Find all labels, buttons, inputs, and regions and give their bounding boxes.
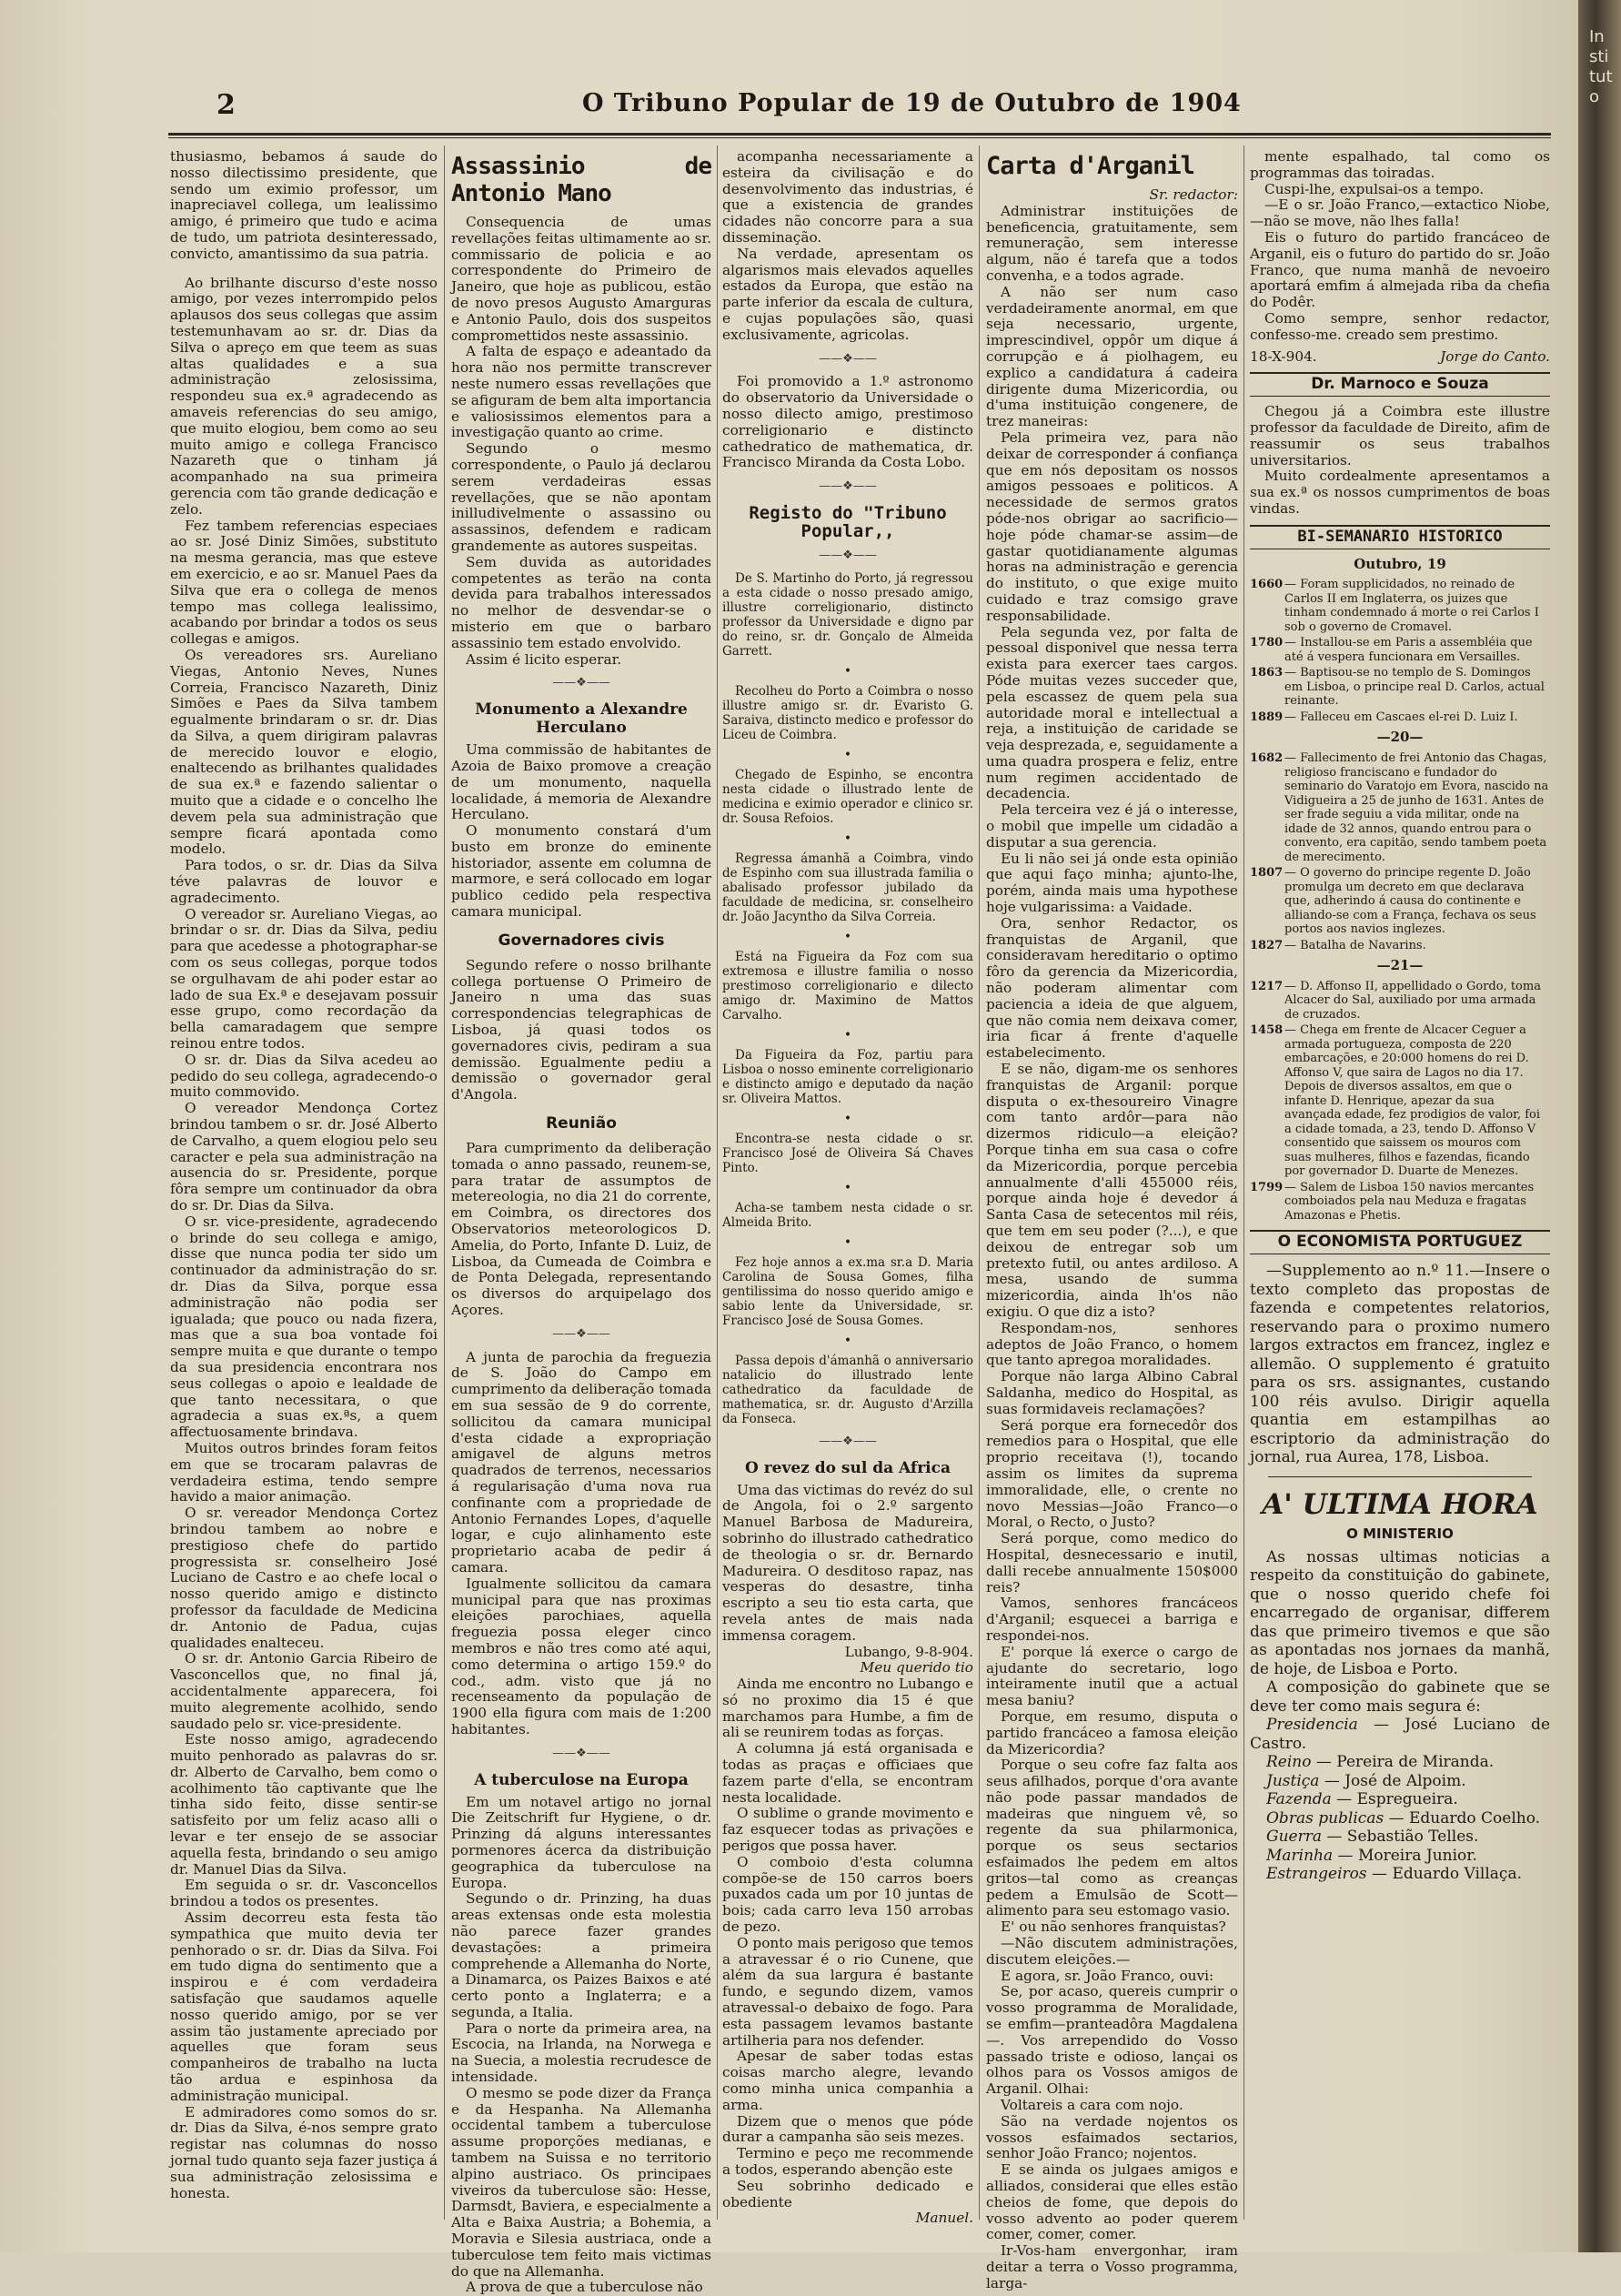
history-text: — Installou-se em Paris a assembléia que até á vespera funcionara em Versailles.: [1284, 636, 1533, 664]
minister-post: Fazenda: [1266, 1790, 1332, 1809]
minister-name: Moreira Junior.: [1357, 1846, 1477, 1865]
history-year: 1660: [1250, 578, 1284, 592]
paragraph: Assim decorreu esta festa tão sympathica que muito devia ter penhorado o sr. dr. Dias da Silva. Foi em tudo digna do sentimento que a inspirou e é com verdadeira satisfação que saudamos aquelle nosso querido amigo, por se ver assim tão justamente apreciado por aquelles que foram seus companheiros de trabalho na lucta tão ardua e espinhosa da administração municipal.: [170, 1909, 438, 2104]
paragraph: Eis o futuro do partido francáceo de Arganil, eis o futuro do partido do sr. João Franco, que numa manhã de nevoeiro aportará emfim á almejada riba da chefia do Podêr.: [1250, 228, 1550, 311]
edge-text: Instituto: [1589, 27, 1613, 106]
paragraph: São na verdade nojentos os vossos esfaimados sectarios, senhor João Franco; nojentos.: [986, 2112, 1238, 2162]
paragraph: E' ou não senhores franquistas?: [1001, 1918, 1226, 1936]
headline-monumento: Monumento a Alexandre Herculano: [475, 700, 688, 738]
header-rule-thin: [168, 137, 1551, 138]
minister-entry: Fazenda — Espregueira.: [1266, 1790, 1458, 1809]
paragraph: O monumento constará d'um busto em bronze do eminente historiador, assente em columna de marmore, e será collocado em logar publico cedido pela respectiva camara municipal.: [451, 822, 711, 921]
paragraph: Eu li não sei já onde esta opinião que aqui faço minha; ajunto-lhe, porém, ainda mais uma hypothese hoje vulgarissima: a Vaidade.: [986, 850, 1238, 916]
paragraph: acompanha necessariamente a esteira da civilisação e do desenvolvimento das industrias, é que a existencia de grandes cidades não concorre para a sua disseminação.: [722, 148, 973, 246]
minister-name: Pereira de Miranda.: [1336, 1753, 1495, 1772]
paragraph: Porque o seu cofre faz falta aos seus afilhados, porque d'ora avante não pode passar mandados de madeiras que ninguem vê, so regente da sua philarmonica, porque os seus sectarios esfaimados lhe pedem em altos gritos—tal como as creanças pedem a Emulsão de Scott—alimento para seu estomago vasio.: [986, 1757, 1238, 1919]
paragraph: A junta de parochia da freguezia de S. João do Campo em cumprimento da deliberação tomada em sua sessão de 9 do corrente, sollicitou da camara municipal d'esta cidade a expropriação amigavel de alguns metros quadrados de terrenos, necessarios á regularisação d'uma nova rua confinante com a propriedade de Antonio Fernandes Lopes, d'aquelle logar, e cujo alinhamento este proprietario acaba de pedir á camara.: [451, 1348, 711, 1576]
minister-name: José Luciano de Castro.: [1250, 1716, 1550, 1753]
history-year: 1827: [1250, 938, 1284, 952]
column-rule: [1243, 146, 1244, 2220]
minister-post: Presidencia: [1266, 1716, 1358, 1735]
minister-entry: Presidencia — José Luciano de Castro.: [1250, 1716, 1550, 1753]
paragraph: Para o norte da primeira area, na Escocia, na Irlanda, na Norwega e na Suecia, a molestia recrudesce de intensidade.: [451, 2019, 711, 2086]
paragraph: Porque não larga Albino Cabral Saldanha, medico do Hospital, as suas formidaveis reclamações?: [986, 1368, 1238, 1417]
column-rule: [717, 146, 718, 2220]
history-text: — D. Affonso II, appellidado o Gordo, toma Alcacer do Sal, auxiliado por uma armada de cruzados.: [1284, 979, 1541, 1022]
note-separator: •: [844, 831, 851, 846]
registo-note: Acha-se tambem nesta cidade o sr. Almeida Brito.: [722, 1200, 973, 1230]
minister-post: Guerra: [1266, 1828, 1322, 1847]
headline-marnoco: Dr. Marnoco e Souza: [1250, 372, 1550, 397]
minister-name: Eduardo Villaça.: [1392, 1865, 1522, 1884]
history-text: — Falleceu em Cascaes el-rei D. Luiz I.: [1284, 710, 1518, 724]
paragraph: Uma das victimas do revéz do sul de Angola, foi o 2.º sargento Manuel Barbosa de Madureira, sobrinho do illustrado cathedratico de theologia o sr. dr. Bernardo Madureira. O desditoso rapaz, nas vesperas do desastre, tinha escripto a seu tio esta carta, que revela antes de mais nada immensa coragem.: [722, 1481, 973, 1644]
history-text: — Baptisou-se no templo de S. Domingos em Lisboa, o principe real D. Carlos, actual reinante.: [1284, 666, 1545, 709]
paragraph: Fez tambem referencias especiaes ao sr. José Diniz Simões, substituto na mesma gerancia, mas que esteve em exercicio, e ao sr. Manuel Paes da Silva que era o collega de menos tempo mas collega lealissimo, acabando por brindar a todos os seus collegas e amigos.: [170, 517, 438, 648]
page-number: 2: [216, 89, 236, 121]
history-entry: [1250, 578, 1550, 634]
ministerio-text: As nossas ultimas noticias a respeito da constituição do gabinete, que o nosso querido chefe foi encarregado de organisar, differem das que primeiro tivemos e que são as apontadas nos jornaes da manhã, de hoje, de Lisboa e Porto.: [1250, 1547, 1550, 1678]
history-entry: [1250, 866, 1550, 937]
history-year: 1889: [1250, 710, 1284, 724]
history-entry: [1250, 1023, 1550, 1179]
paragraph: O sr. vice-presidente, agradecendo o brinde do seu collega e amigo, disse que nunca podia ter sido um continuador da administração do sr. dr. Dias da Silva, porque essa administração não podia ser igualada; que pouco ou nada fizera, mas que a sua boa vontade foi sempre muita e que durante o tempo da sua presidencia encontrara nos seus collegas o apoio e lealdade de que tanto necessitara, o que agradecia a suas ex.ªs, a quem affectuosamente brindava.: [170, 1213, 438, 1441]
paragraph: O mesmo se pode dizer da França e da Hespanha. Na Allemanha occidental tambem a tuberculose assume proporções medianas, e tambem na Suissa e no territorio alpino austriaco. Os principaes viveiros da tuberculose são: Hesse, Darmsdt, Baviera, e especialmente a Alta e Baixa Austria; a Bohemia, a Moravia e Silesia austriaca, onde a tuberculose tem feito mais victimas do que na Allemanha.: [451, 2084, 711, 2280]
history-19: [1250, 578, 1550, 724]
history-entry: [1250, 710, 1550, 725]
history-entry: [1250, 666, 1550, 709]
history-text: — Foram supplicidados, no reinado de Carlos II em Inglaterra, os juizes que tinham condemnado á morte o rei Carlos I sob o governo de Cromavel.: [1284, 578, 1539, 634]
paragraph: —E o sr. João Franco,—extactico Niobe,—não se move, não lhes falla!: [1250, 196, 1550, 230]
minister-name: José de Alpoim.: [1344, 1771, 1466, 1790]
registo-notes: [722, 571, 973, 1426]
carta-arganil-end: [1250, 149, 1550, 344]
paragraph: A columna já está organisada e todas as praças e officiaes que fazem parte d'ella, se encontram nesta localidade.: [722, 1740, 973, 1806]
minister-entry: Estrangeiros — Eduardo Villaça.: [1266, 1865, 1522, 1884]
paragraph: Termino e peço me recommende a todos, esperando abenção este: [722, 2145, 973, 2178]
registo-note: De S. Martinho do Porto, já regressou a esta cidade o nosso presado amigo, illustre correligionario, distincto professor da Universidade e digno par do reino, sr. dr. Gonçalo de Almeida Garrett.: [722, 570, 973, 659]
registo-note: Chegado de Espinho, se encontra nesta cidade o illustrado lente de medicina e eximio operador e clinico sr. dr. Sousa Refoios.: [722, 767, 973, 826]
paragraph: Pela segunda vez, por falta de pessoal disponivel que nessa terra exista para exercer taes cargos. Póde muitas vezes succeder que, pela escassez de quem pela sua autoridade moral e intellectual a reja, a instituição de caridade se veja desprezada, e, seguidamente a uma quadra prospera e feliz, entre num regimen accidentado de decadencia.: [986, 623, 1238, 802]
registo-note: Passa depois d'ámanhã o anniversario natalicio do illustrado lente cathedratico da faculdade de mathematica, sr. dr. Augusto d'Arzilla da Fonseca.: [722, 1353, 973, 1426]
paragraph: —Não discutem administrações, discutem eleições.—: [986, 1935, 1238, 1968]
paragraph: Ir-Vos-ham envergonhar, iram deitar a terra o Vosso programma, larga-: [986, 2242, 1238, 2291]
paragraph: O ponto mais perigoso que temos a atravessar é o rio Cunene, que além da sua largura é bastante fundo, e segundo dizem, vamos atravessal-o debaixo de fogo. Para esta passagem levamos bastante artilheria para nos defender.: [722, 1934, 974, 2049]
note-separator: •: [844, 747, 851, 762]
history-year: 1807: [1250, 866, 1284, 881]
paragraph: thusiasmo, bebamos á saude do nosso dilectissimo presidente, que sendo um eximio professor, um inapreciavel collega, um lealissimo amigo, é primeiro que tudo e acima de tudo, um patriota desinteressado, convicto, amantissimo da sua patria.: [170, 148, 438, 262]
column-5: [1250, 149, 1550, 2214]
paragraph: Vamos, senhores francáceos d'Arganil; esquecei a barriga e respondei-nos.: [986, 1595, 1238, 1644]
paragraph: E admiradores como somos do sr. dr. Dias da Silva, é-nos sempre grato registar nas columnas do nosso jornal tudo quanto seja fazer justiça á sua administração zelosissima e honesta.: [170, 2103, 438, 2201]
paragraph: Se, por acaso, quereis cumprir o vosso programma de Moralidade, se emfim—pranteadôra Magdalena—. Vos arrependido do Vosso passado triste e odioso, lançai os olhos para os Vossos amigos de Arganil. Olhai:: [986, 1983, 1238, 2098]
column-rule: [979, 146, 980, 2220]
paragraph: O sr. dr. Dias da Silva acedeu ao pedido do seu collega, agradecendo-o muito commovido.: [170, 1051, 438, 1101]
paragraph: O sr. vereador Mendonça Cortez brindou tambem ao nobre e prestigioso chefe do partido progressista sr. conselheiro José Luciano de Castro e ao chefe local o nosso querido amigo e distincto professor da faculdade de Medicina dr. Antonio de Padua, cujas qualidades enalteceu.: [170, 1505, 438, 1651]
minister-entry: Obras publicas — Eduardo Coelho.: [1266, 1808, 1541, 1828]
subheadline-ministerio: O MINISTERIO: [1346, 1525, 1454, 1542]
note-separator: •: [844, 1027, 851, 1042]
headline-governadores: Governadores civis: [498, 931, 665, 950]
article-junta: [451, 1350, 711, 1738]
headline-registo: Registo do "Tribuno Popular,,: [749, 502, 947, 541]
paragraph: Os vereadores srs. Aureliano Viegas, Antonio Neves, Nunes Correia, Francisco Nazareth, Diniz Simões e Paes da Silva tambem egualmente brindaram o sr. dr. Dias da Silva, a quem dirigiram palavras de merecido louvor e elogio, enaltecendo as brilhantes qualidades de sua ex.ª e fazendo salientar o muito que a cidade e o concelho lhe devem pela sua administração que sempre ficará apontada como modelo.: [170, 646, 438, 858]
history-year: 1780: [1250, 636, 1284, 650]
note-separator: •: [844, 1333, 851, 1348]
paragraph: Apesar de saber todas estas coisas marcho alegre, levando como minha unica companhia a arma.: [722, 2048, 973, 2113]
carta-salutation: Sr. redactor:: [1149, 186, 1238, 203]
registo-note: Da Figueira da Foz, partiu para Lisboa o nosso eminente correligionario e distincto amigo e deputado da nação sr. Oliveira Mattos.: [722, 1047, 973, 1106]
minister-entry: Guerra — Sebastião Telles.: [1266, 1828, 1479, 1847]
paragraph: Na verdade, apresentam os algarismos mais elevados aquelles estados da Europa, que estão na parte inferior da escala de cultura, e cujas populações são, quasi exclusivamente, agricolas.: [722, 245, 973, 343]
marnoco-text-2: Muito cordealmente apresentamos a sua ex.ª os nossos cumprimentos de boas vindas.: [1250, 468, 1550, 517]
history-text: — Salem de Lisboa 150 navios mercantes comboiados pela nau Meduza e fragatas Amazonas e Phetis.: [1284, 1180, 1535, 1223]
paragraph: Em seguida o sr. dr. Vasconcellos brindou a todos os presentes.: [170, 1877, 438, 1910]
paragraph: O comboio d'esta columna compõe-se de 150 carros boers puxados cada um por 10 juntas de bois; cada carro leva 150 arrobas de pezo.: [722, 1853, 973, 1936]
headline-assassinio: Assassinio de Antonio Mano: [451, 153, 711, 207]
history-year: 1799: [1250, 1180, 1284, 1194]
paragraph: Para cumprimento da deliberação tomada o anno passado, reunem-se, para tratar de assumptos de metereologia, no dia 21 do corrente, em Coimbra, os directores dos Observatorios meteorologicos D. Amelia, do Porto, Infante D. Luiz, de Lisboa, da Cumeada de Coimbra e de Ponta Delegada, representando os diversos do arquipelago dos Açores.: [451, 1140, 711, 1319]
paragraph: Para todos, o sr. dr. Dias da Silva téve palavras de louvor e agradecimento.: [170, 857, 438, 906]
ornament: ——❖——: [819, 351, 877, 366]
article-tuberculose: [451, 1795, 711, 2296]
note-separator: •: [844, 1180, 851, 1195]
headline-ultima-hora: A' ULTIMA HORA: [1262, 1487, 1538, 1521]
minister-post: Reino: [1266, 1753, 1312, 1772]
carta-signature-line: [1250, 349, 1550, 366]
registo-note: Fez hoje annos a ex.ma sr.a D. Maria Carolina de Sousa Gomes, filha gentilissima do nosso querido amigo e sabio lente da Universidade, sr. Francisco José de Sousa Gomes.: [722, 1254, 973, 1328]
headline-reuniao: Reunião: [546, 1114, 617, 1133]
history-20: [1250, 751, 1550, 952]
headline-tuberculose: A tuberculose na Europa: [474, 1770, 689, 1789]
article-promocao: [722, 374, 973, 471]
paragraph: Ora, senhor Redactor, os franquistas de Arganil, que consideravam hereditario o optimo fôro da gerencia da Mizericordia, não poderam alimentar com paciencia a ideia de que alguem, que não comia nem deixava comer, iria ficar á frente d'aquelle estabelecimento.: [986, 914, 1238, 1062]
article-governadores: [451, 958, 711, 1103]
carta-author: Jorge do Canto.: [1440, 347, 1550, 365]
minister-post: Marinha: [1266, 1846, 1334, 1865]
paragraph: Será porque era fornecedôr dos remedios para o Hospital, que elle proprio receitava (!), tocando assim os limites da suprema immoralidade, elle, o crente no novo Messias—João Franco—o Moral, o Recto, o Justo?: [986, 1416, 1238, 1531]
history-entry: [1250, 980, 1550, 1022]
history-entry: [1250, 939, 1550, 953]
economista-text: —Supplemento ao n.º 11.—Insere o texto completo das propostas de fazenda e competentes relatorios, reservando para o proximo numero largos extractos em francez, inglez e allemão. O supplemento é gratuito para os srs. assignantes, custando 100 réis avulso. Dirigir aquella quantia em estampilhas ao escriptorio da administração do jornal, rua Aurea, 178, Lisboa.: [1250, 1262, 1550, 1467]
minister-post: Justiça: [1266, 1771, 1320, 1790]
letter-signature: Manuel.: [915, 2210, 973, 2227]
paragraph: A não ser num caso verdadeiramente anormal, em que seja necessario, urgente, imprescindivel, oppôr um dique á corrupção e á piolhagem, eu explico a candidatura á cadeira dirigente duma Mizericordia, ou d'uma instituição congenere, de trez maneiras:: [986, 283, 1238, 430]
minister-list: [1250, 1716, 1550, 1884]
letter-place-date: Lubango, 9-8-904.: [844, 1643, 973, 1660]
paragraph: O vereador sr. Aureliano Viegas, ao brindar o sr. dr. Dias da Silva, pediu para que acedesse a photographar-se com os seus collegas, porque todos se orgulhavam de ahi poder estar ao lado de sua Ex.ª e desejavam possuir esse grupo, como recordação da bella camaradagem que sempre reinou entre todos.: [170, 905, 438, 1052]
paragraph: Em um notavel artigo no jornal Die Zeitschrift fur Hygiene, o dr. Prinzing dá alguns interessantes pormenores ácerca da distribuição geographica da tuberculose na Europa.: [451, 1793, 711, 1891]
paragraph: Ao brilhante discurso d'este nosso amigo, por vezes interrompido pelos aplausos dos seus collegas que assim testemunhavam ao sr. dr. Dias da Silva o apreço em que teem as suas altas qualidades e a sua administração zelosissima, respondeu sua ex.ª agradecendo as amaveis referencias do seu amigo, que muito elogiou, bem como ao seu muito amigo e collega Francisco Nazareth que o tinham já acompanhado na sua primeira gerencia com tão grande dedicação e zelo.: [170, 274, 438, 518]
ornament: ——❖——: [552, 676, 610, 690]
paragraph: O sublime o grande movimento e faz esquecer todas as privações e perigos que possa haver.: [722, 1805, 973, 1855]
day-header-19: Outubro, 19: [1354, 555, 1446, 572]
paragraph: Igualmente sollicitou da camara municipal para que nas proximas eleições parochiaes, aquella freguezia possa eleger cinco membros e não tres como até aqui, como determina o artigo 159.º do cod., adm. visto que já no recenseamento da população de 1900 ella figura com mais de 1:200 habitantes.: [451, 1575, 711, 1737]
paragraph: Administrar instituições de beneficencia, gratuitamente, sem remuneração, sem interesse algum, não é tarefa que a todos convenha, e a todos agrade.: [986, 202, 1238, 284]
carta-date: 18-X-904.: [1250, 347, 1317, 365]
history-text: — Fallecimento de frei Antonio das Chagas, religioso franciscano e fundador do seminario do Varatojo em Evora, nascido na Vidigueira a 25 de junho de 1631. Antes de ser frade seguiu a vida militar, onde na idade de 32 annos, quando entrou para o convento, era capitão, sendo tambem poeta de merecimento.: [1284, 751, 1549, 864]
paragraph: Consequencia de umas revellações feitas ultimamente ao sr. commissario de policia e ao correspondente do Primeiro de Janeiro, que hoje as publicou, estão de novo presos Augusto Amarguras e Antonio Paulo, dois dos suspeitos compromettidos neste assassinio.: [451, 214, 711, 344]
headline-bi-semanario: BI-SEMANARIO HISTORICO: [1250, 525, 1550, 549]
note-separator: •: [844, 1111, 851, 1126]
history-year: 1217: [1250, 979, 1284, 993]
article-carta-arganil: [986, 204, 1238, 2292]
registo-note: Encontra-se nesta cidade o sr. Francisco José de Oliveira Sá Chaves Pinto.: [722, 1131, 973, 1175]
paragraph: Pela terceira vez é já o interesse, o mobil que impelle um cidadão a disputar a sua gerencia.: [986, 801, 1238, 851]
article-tuberculose-cont: [722, 149, 973, 344]
article-revez: [722, 1483, 973, 1645]
paragraph: Uma commissão de habitantes de Azoia de Baixo promove a creação de um monumento, naquella localidade, á memoria de Alexandre Herculano.: [451, 741, 711, 823]
paragraph: Será porque, como medico do Hospital, desnecessario e inutil, dalli recebe annualmente 150$000 reis?: [986, 1530, 1238, 1596]
paragraph: A prova de que a tuberculose não: [466, 2279, 703, 2296]
minister-entry: Marinha — Moreira Junior.: [1266, 1846, 1477, 1865]
article-assassinio: [451, 215, 711, 668]
page-edge: [1578, 0, 1621, 2252]
history-year: 1682: [1250, 751, 1284, 766]
history-entry: [1250, 751, 1550, 864]
note-separator: •: [844, 929, 851, 944]
paragraph: E se ainda os julgaes amigos e alliados, considerai que elles estão cheios de fome, que depois do vosso advento ao poder querem comer, comer, comer.: [986, 2161, 1238, 2243]
registo-note: Recolheu do Porto a Coimbra o nosso illustre amigo sr. dr. Evaristo G. Saraiva, distincto medico e professor do Liceu de Coimbra.: [722, 683, 973, 742]
headline-carta-arganil: Carta d'Arganil: [986, 152, 1194, 180]
paragraph: Como sempre, senhor redactor, confesso-me. creado sem prestimo.: [1250, 309, 1550, 343]
paragraph: Este nosso amigo, agradecendo muito penhorado as palavras do sr. dr. Alberto de Carvalho, bem como o acolhimento tão captivante que lhe tinha sido feito, disse sentir-se satisfeito por um feliz acaso alli o levar e ter ensejo de se associar aquella festa, brindando o seu amigo dr. Manuel Dias da Silva.: [170, 1731, 438, 1878]
paragraph: Respondam-nos, senhores adeptos de João Franco, o homem que tanto apregoa moralidades.: [986, 1319, 1238, 1369]
ornament: ——❖——: [552, 1746, 610, 1760]
history-text: — O governo do principe regente D. João promulga um decreto em que declarava que, adherindo á causa do continente e alliando-se com a França, fechava os seus portos aos navios inglezes.: [1284, 866, 1536, 937]
minister-entry: Reino — Pereira de Miranda.: [1266, 1753, 1495, 1772]
paragraph: Voltareis a cara com nojo.: [1001, 2097, 1183, 2114]
paragraph: E se não, digam-me os senhores franquistas de Arganil: porque disputa o ex-thesoureiro Vinagre com tanto ardôr—para não dizermos ridiculo—a eleição? Porque tinha em sua casa o cofre da Mizericordia, porque percebia annualmente d'alli 455000 réis, porque ainda hoje é devedor á Santa Casa de setecentos mil réis, que tem em seu poder (?...), e que deixou de entregar sob um pretexto futil, ou antes ardiloso. A mesa, usando de summa mizericordia, ainda lh'os não exigiu. O que diz a isto?: [986, 1061, 1238, 1320]
paragraph: Segundo refere o nosso brilhante collega portuense O Primeiro de Janeiro n uma das suas correspondencias telegraphicas de Lisboa, já quasi todos os governadores civis, pediram a sua demissão. Egualmente pediu a demissão o governador geral d'Angola.: [451, 956, 711, 1103]
history-year: 1458: [1250, 1023, 1284, 1038]
column-rule: [444, 146, 445, 2220]
paragraph: A falta de espaço e adeantado da hora não nos permitte transcrever neste numero essas revellações que se afiguram de bem alta importancia e valiosissimos elementos para a investigação quanto ao crime.: [451, 343, 712, 441]
paragraph: mente espalhado, tal como os programmas das toiradas.: [1250, 148, 1550, 181]
minister-name: Eduardo Coelho.: [1409, 1808, 1541, 1828]
separator: [1268, 1476, 1532, 1477]
paragraph: O sr. dr. Antonio Garcia Ribeiro de Vasconcellos que, no final já, accidentalmente apparecera, foi muito alegremente acolhido, sendo saudado pelo sr. vice-presidente.: [170, 1650, 438, 1732]
paragraph: E' porque lá exerce o cargo de ajudante do secretario, logo inteiramente inutil que a actual mesa baniu?: [986, 1643, 1238, 1709]
minister-post: Estrangeiros: [1266, 1865, 1367, 1884]
history-text: — Chega em frente de Alcacer Ceguer a armada portugueza, composta de 220 embarcações, e 20:000 homens do rei D. Affonso V, que saira de Lagos no dia 17. Depois de diversos assaltos, em que o infante D. Henrique, apezar da sua avançada edade, fez prodigios de valor, foi a cidade tomada, a 23, tendo D. Affonso V consentido que saissem os mouros com suas mulheres, filhos e fazendas, ficando por governador D. Duarte de Menezes.: [1284, 1023, 1541, 1179]
paragraph: Dizem que o menos que póde durar a campanha são seis mezes.: [722, 2112, 973, 2146]
paragraph: Sem duvida as autoridades competentes as terão na conta devida para trabalhos interessados no melhor de desvendar-se o misterio em que o barbaro assassinio tem estado envolvido.: [451, 553, 711, 651]
paragraph: Muitos outros brindes foram feitos em que se trocaram palavras de verdadeira estima, tendo sempre havido a maior animação.: [170, 1439, 438, 1505]
paragraph: Ainda me encontro no Lubango e só no proximo dia 15 é que marchamos para Humbe, a fim de ali se reunirem todas as forças.: [722, 1676, 973, 1741]
history-text: — Batalha de Navarins.: [1284, 938, 1426, 952]
day-header-21: —21—: [1376, 957, 1424, 974]
history-21: [1250, 980, 1550, 1224]
column-2: [451, 149, 712, 2296]
marnoco-text: Chegou já a Coimbra este illustre professor da faculdade de Direito, afim de reassumir os seus trabalhos universitarios.: [1250, 403, 1550, 468]
paragraph: Assim é licito esperar.: [466, 650, 622, 668]
registo-note: Está na Figueira da Foz com sua extremosa e illustre familia o nosso prestimoso correligionario e dilecto amigo dr. Maximino de Mattos Carvalho.: [722, 949, 973, 1022]
column-4: [986, 149, 1238, 2291]
minister-name: Espregueira.: [1356, 1790, 1458, 1809]
minister-entry: Justiça — José de Alpoim.: [1266, 1771, 1466, 1790]
ornament: ——❖——: [819, 548, 877, 562]
ornament: ——❖——: [819, 479, 877, 494]
day-header-20: —20—: [1376, 729, 1424, 746]
paragraph: Segundo o mesmo correspondente, o Paulo já declarou serem verdadeiras essas revellações, que se não apontam inilludivelmente o assassino ou assassinos, defendem e radicam grandemente as autores suspeitas.: [451, 440, 711, 554]
paragraph: Segundo o dr. Prinzing, ha duas areas extensas onde esta molestia não parece fazer grandes devastações: a primeira comprehende a Allemanha do Norte, a Dinamarca, os Paizes Baixos e até certo ponto a Inglaterra; e a segunda, a Italia.: [451, 1890, 711, 2020]
minister-post: Obras publicas: [1266, 1808, 1384, 1828]
minister-name: Sebastião Telles.: [1346, 1828, 1479, 1847]
note-separator: •: [844, 1234, 851, 1250]
ornament: ——❖——: [819, 1434, 877, 1448]
ornament: ——❖——: [552, 1326, 610, 1341]
letter-salutation: Meu querido tio: [860, 1659, 973, 1677]
paragraph: O vereador Mendonça Cortez brindou tambem o sr. dr. José Alberto de Carvalho, a quem elogiou pelo seu caracter e pela sua administração na ausencia do sr. Presidente, porque fôra sempre um continuador da obra do sr. Dr. Dias da Silva.: [170, 1100, 438, 1213]
history-year: 1863: [1250, 666, 1284, 680]
paragraph: E agora, sr. João Franco, ouvi:: [1001, 1967, 1214, 1984]
paragraph: Seu sobrinho dedicado e obediente: [722, 2177, 973, 2210]
paragraph: Pela primeira vez, para não deixar de corresponder á confiança que em nós depositam os nossos amigos pessoaes e politicos. A necessidade de sermos gratos póde-nos obrigar ao sacrificio—hoje póde chamar-se assim—de gastar quotidianamente algumas horas na administração e gerencia do instituto, o que exige muito cuidado e traz comsigo grave responsabilidade.: [986, 428, 1238, 624]
column-3: [722, 148, 974, 2227]
ministerio-text-2: A composição do gabinete que se deve ter como mais segura é:: [1250, 1678, 1550, 1716]
paragraph: Porque, em resumo, disputa o partido francáceo a famosa eleição da Mizericordia?: [986, 1707, 1238, 1757]
headline-revez: O revez do sul da Africa: [744, 1458, 951, 1477]
headline-economista: O ECONOMISTA PORTUGUEZ: [1250, 1230, 1550, 1254]
paragraph: Foi promovido a 1.º astronomo do observatorio da Universidade o nosso dilecto amigo, prestimoso correligionario e distincto cathedratico de mathematica, dr. Francisco Miranda da Costa Lobo.: [722, 373, 973, 471]
history-entry: [1250, 1181, 1550, 1224]
article-monumento: [451, 742, 711, 921]
header-rule: [168, 133, 1551, 136]
registo-note: Regressa ámanhã a Coimbra, vindo de Espinho com sua illustrada familia o abalisado professor jubilado da faculdade de medicina, sr. conselheiro dr. João Jacyntho da Silva Correia.: [722, 851, 973, 924]
history-entry: [1250, 636, 1550, 664]
letter-body: [722, 1677, 973, 2210]
column-1: [170, 149, 438, 2214]
note-separator: •: [844, 663, 851, 679]
article-reuniao: [451, 1141, 711, 1319]
paragraph: Cuspi-lhe, expulsai-os a tempo.: [1264, 180, 1485, 197]
masthead-title: O Tribuno Popular de 19 de Outubro de 1904: [582, 89, 1242, 117]
